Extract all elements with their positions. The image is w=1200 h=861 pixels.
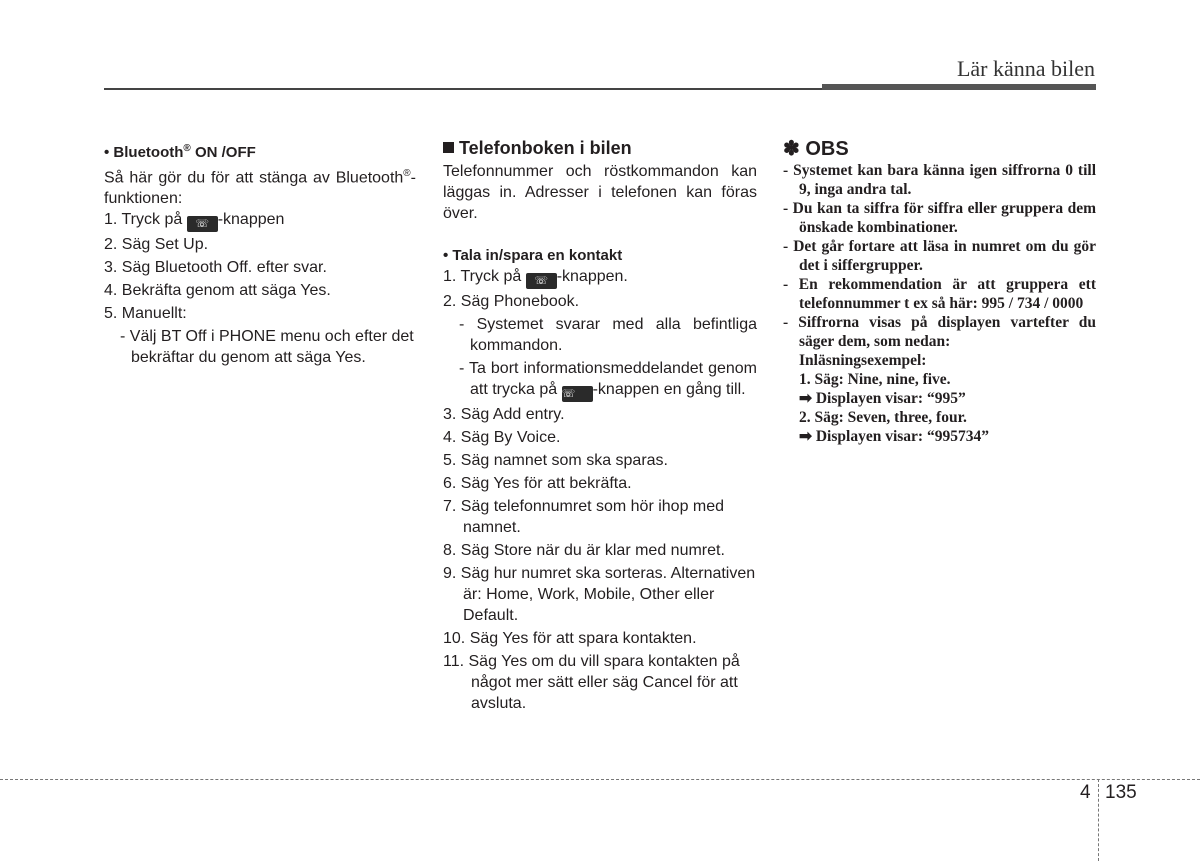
contact-step: 5. Säg namnet som ska sparas. — [443, 452, 668, 469]
contact-step: 8. Säg Store när du är klar med numret. — [443, 542, 725, 559]
obs-note: - Du kan ta siffra för siffra eller gruppera dem önskade kombinationer. — [783, 200, 1096, 236]
contact-step-1: 1. Tryck på ☏ -knappen. — [443, 268, 628, 287]
obs-example-line: 2. Säg: Seven, three, four. — [799, 409, 967, 426]
bluetooth-step: 3. Säg Bluetooth Off. efter svar. — [104, 259, 327, 277]
page-number: 135 — [1105, 782, 1137, 803]
column-phonebook — [443, 138, 757, 716]
header-accent-bar — [822, 84, 1096, 90]
obs-note: - Systemet kan bara känna igen siffrorna 0 till 9, inga andra tal. — [783, 162, 1096, 198]
obs-note: - Siffrorna visas på displayen vartefter du säger dem, som nedan: — [783, 314, 1096, 350]
contact-step: 2. Säg Phonebook. — [443, 293, 580, 310]
obs-example-line: ➡ Displayen visar: “995734” — [799, 428, 989, 445]
bluetooth-substep: - Välj BT Off i PHONE menu och efter det bekräftar du genom att säga Yes. — [120, 328, 414, 367]
obs-note: - Det går fortare att läsa in numret om du gör det i siffergrupper. — [783, 238, 1096, 274]
contact-step: 11. Säg Yes om du vill spara kontakten på något mer sätt eller säg Cancel för att avsluta. — [443, 653, 740, 712]
phonebook-intro: Telefonnummer och röstkommandon kan läggas in. Adresser i telefonen kan föras över. — [443, 163, 757, 222]
bluetooth-heading: • Bluetooth® ON /OFF — [104, 143, 256, 161]
column-obs — [783, 138, 1096, 446]
footer-rule — [0, 779, 1200, 780]
obs-heading: ✽ OBS — [783, 138, 849, 160]
bluetooth-intro: Så här gör du för att stänga av Bluetooth®-funktionen: — [104, 168, 416, 208]
contact-substep: - Ta bort informationsmeddelandet genom att trycka på ☏ -knappen en gång till. — [459, 360, 757, 400]
phone-talk-icon: ☏ — [562, 386, 593, 402]
bluetooth-step-1: 1. Tryck på ☏ -knappen — [104, 211, 285, 231]
contact-step: 7. Säg telefonnumret som hör ihop med namnet. — [443, 498, 725, 536]
contact-step: 3. Säg Add entry. — [443, 406, 565, 423]
contact-step: 4. Säg By Voice. — [443, 429, 561, 446]
obs-example-line: 1. Säg: Nine, nine, five. — [799, 371, 951, 388]
square-bullet-icon — [443, 142, 454, 153]
phone-talk-icon: ☏ — [526, 273, 557, 289]
chapter-title: Lär känna bilen — [956, 56, 1095, 81]
bluetooth-step: 5. Manuellt: — [104, 305, 187, 323]
bluetooth-step: 4. Bekräfta genom att säga Yes. — [104, 282, 331, 300]
column-bluetooth — [104, 138, 416, 370]
obs-example-label: Inläsningsexempel: — [799, 352, 927, 369]
contact-step: 6. Säg Yes för att bekräfta. — [443, 475, 632, 492]
contact-heading: • Tala in/spara en kontakt — [443, 247, 623, 264]
bluetooth-step: 2. Säg Set Up. — [104, 236, 209, 254]
footer-divider — [1098, 779, 1099, 861]
contact-step: 9. Säg hur numret ska sorteras. Alternativen är: Home, Work, Mobile, Other eller Default. — [443, 565, 756, 624]
phone-talk-icon: ☏ — [187, 216, 218, 232]
contact-step: 10. Säg Yes för att spara kontakten. — [443, 630, 697, 647]
obs-example-line: ➡ Displayen visar: “995” — [799, 390, 966, 407]
chapter-number: 4 — [1080, 782, 1091, 803]
phonebook-heading: Telefonboken i bilen — [443, 138, 757, 159]
contact-substep: - Systemet svarar med alla befintliga kommandon. — [459, 316, 757, 354]
obs-note: - En rekommendation är att gruppera ett telefonnummer t ex så här: 995 / 734 / 0000 — [783, 276, 1096, 312]
